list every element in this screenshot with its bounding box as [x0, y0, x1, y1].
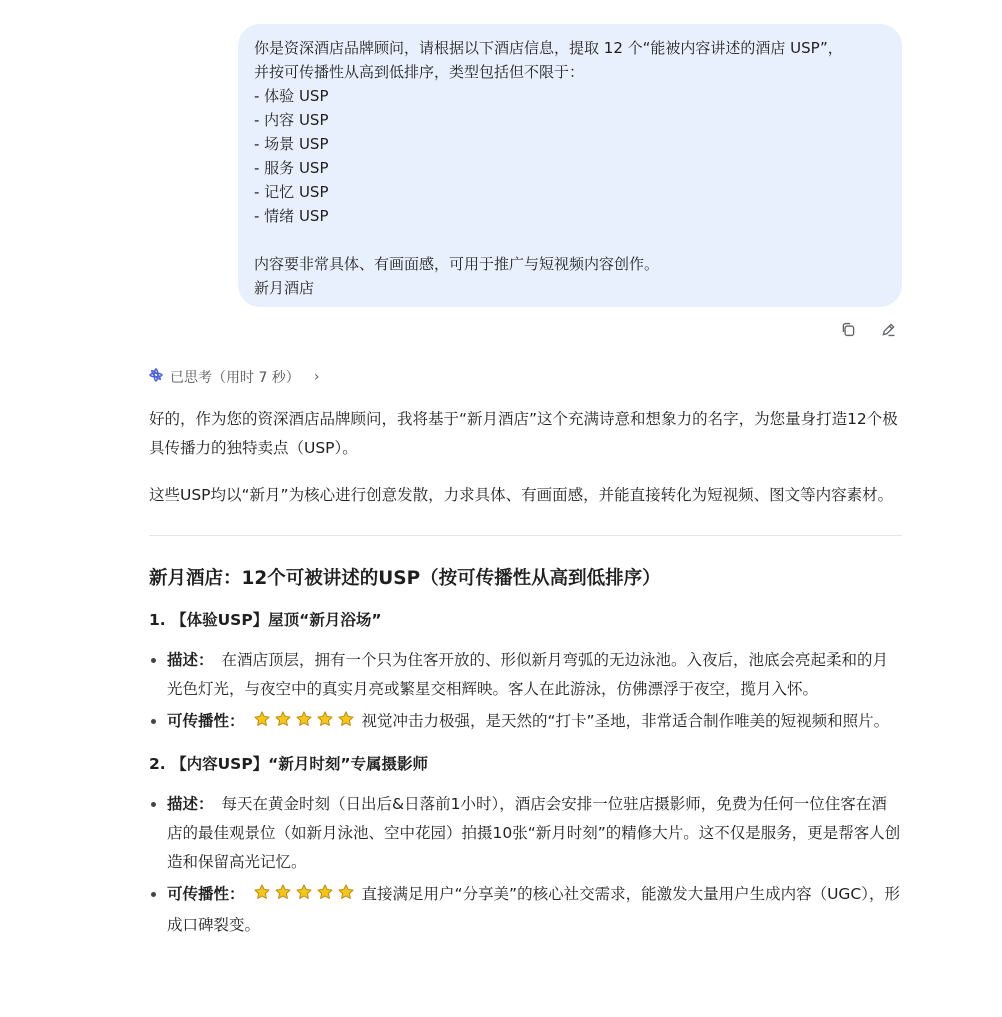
- user-message-line: 内容要非常具体、有画面感，可用于推广与短视频内容创作。: [254, 255, 660, 273]
- thinking-label: 已思考（用时 7 秒）: [170, 370, 300, 386]
- spread-label: 可传播性：: [167, 712, 245, 730]
- user-message-line: - 记忆 USP: [254, 183, 329, 201]
- star-rating: [253, 709, 358, 738]
- usp-spread: [149, 707, 902, 738]
- description-label: 描述：: [167, 651, 214, 669]
- star-icon: [295, 709, 313, 727]
- user-message-line: - 情绪 USP: [254, 207, 329, 225]
- user-message-line: - 体验 USP: [254, 87, 329, 105]
- star-icon: [295, 882, 313, 900]
- thinking-icon: [148, 367, 164, 387]
- star-icon: [337, 882, 355, 900]
- answer-intro: 好的，作为您的资深酒店品牌顾问，我将基于“新月酒店”这个充满诗意和想象力的名字，为您量身打造12个极具传播力的独特卖点（USP）。: [149, 410, 898, 457]
- usp-item-title: 2. 【内容USP】“新月时刻”专属摄影师: [149, 755, 429, 773]
- star-icon: [316, 709, 334, 727]
- user-message-blank-line: [254, 228, 886, 252]
- user-message-line: - 场景 USP: [254, 135, 329, 153]
- star-icon: [316, 882, 334, 900]
- user-message-line: - 内容 USP: [254, 111, 329, 129]
- description-text: 在酒店顶层，拥有一个只为住客开放的、形似新月弯弧的无边泳池。入夜后，池底会亮起柔和的月光色灯光，与夜空中的真实月亮或繁星交相辉映。客人在此游泳，仿佛漂浮于夜空，揽月入怀。: [167, 651, 889, 698]
- thinking-toggle[interactable]: [148, 366, 319, 388]
- description-text: 每天在黄金时刻（日出后&日落前1小时），酒店会安排一位驻店摄影师，免费为任何一位住客在酒店的最佳观景位（如新月泳池、空中花园）拍摄10张“新月时刻”的精修大片。这不仅是服务，更是帮客人创造和保留高光记忆。: [167, 795, 901, 871]
- user-message-line: 你是资深酒店品牌顾问，请根据以下酒店信息，提取 12 个“能被内容讲述的酒店 USP”，: [254, 39, 843, 57]
- assistant-answer: [149, 405, 902, 943]
- star-icon: [253, 882, 271, 900]
- section-title: 新月酒店：12个可被讲述的USP（按可传播性从高到低排序）: [149, 568, 661, 589]
- message-actions: [838, 318, 902, 340]
- spread-text: 视觉冲击力极强，是天然的“打卡”圣地，非常适合制作唯美的短视频和照片。: [361, 712, 890, 730]
- user-message-line: - 服务 USP: [254, 159, 329, 177]
- star-icon: [274, 882, 292, 900]
- chevron-right-icon: ›: [313, 369, 320, 385]
- user-message-line: 并按可传播性从高到低排序，类型包括但不限于：: [254, 63, 585, 81]
- usp-description: [149, 790, 902, 877]
- usp-item-details: [149, 790, 902, 940]
- star-rating: [253, 882, 358, 911]
- copy-icon[interactable]: [838, 319, 858, 339]
- spread-label: 可传播性：: [167, 885, 245, 903]
- star-icon: [253, 709, 271, 727]
- answer-intro: 这些USP均以“新月”为核心进行创意发散，力求具体、有画面感，并能直接转化为短视频、图文等内容素材。: [149, 486, 894, 504]
- edit-icon[interactable]: [878, 319, 898, 339]
- usp-spread: [149, 880, 902, 940]
- star-icon: [274, 709, 292, 727]
- star-icon: [337, 709, 355, 727]
- usp-item-title: 1. 【体验USP】屋顶“新月浴场”: [149, 611, 382, 629]
- usp-item-details: [149, 646, 902, 738]
- usp-description: [149, 646, 902, 704]
- user-message-bubble: [238, 24, 902, 307]
- divider: [149, 535, 902, 536]
- description-label: 描述：: [167, 795, 214, 813]
- spread-text: 直接满足用户“分享美”的核心社交需求，能激发大量用户生成内容（UGC），形成口碑裂变。: [167, 885, 901, 934]
- user-message-line: 新月酒店: [254, 279, 315, 297]
